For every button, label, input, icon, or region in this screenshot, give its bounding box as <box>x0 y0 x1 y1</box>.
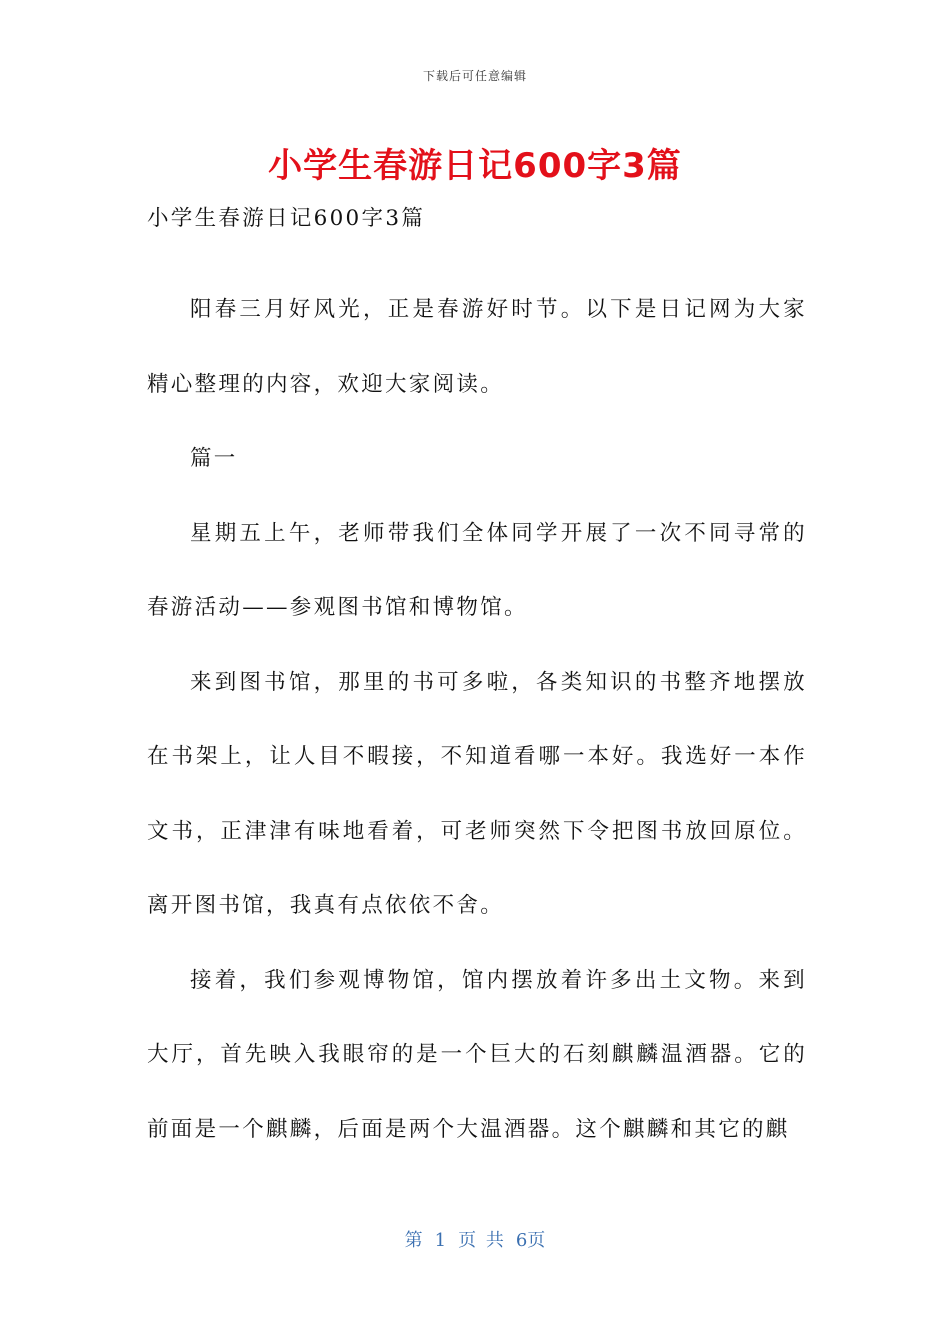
document-title: 小学生春游日记600字3篇 <box>268 146 682 186</box>
header-note: 下载后可任意编辑 <box>422 69 527 83</box>
paragraph-intro: 阳春三月好风光，正是春游好时节。以下是日记网为大家精心整理的内容，欢迎大家阅读。 <box>147 297 807 397</box>
document-body <box>147 198 807 1167</box>
paragraph: 接着，我们参观博物馆，馆内摆放着许多出土文物。来到大厅，首先映入我眼帘的是一个巨大的石刻麒麟温酒器。它的前面是一个麒麟，后面是两个大温酒器。这个麒麟和其它的麒 <box>147 967 807 1142</box>
paragraph: 来到图书馆，那里的书可多啦，各类知识的书整齐地摆放在书架上，让人目不暇接，不知道看哪一本好。我选好一本作文书，正津津有味地看着，可老师突然下令把图书放回原位。离开图书馆，我真有点依依不舍。 <box>147 669 807 918</box>
document-subtitle: 小学生春游日记600字3篇 <box>147 206 426 231</box>
footer-current-page: 1 <box>434 1230 447 1251</box>
footer-of-label: 页 共 <box>458 1230 504 1251</box>
footer-page-label: 第 <box>404 1230 423 1251</box>
page-footer <box>0 1226 950 1252</box>
paragraph: 星期五上午，老师带我们全体同学开展了一次不同寻常的春游活动——参观图书馆和博物馆。 <box>147 520 807 620</box>
footer-total-pages: 6页 <box>515 1230 546 1251</box>
section-heading: 篇一 <box>190 446 238 471</box>
